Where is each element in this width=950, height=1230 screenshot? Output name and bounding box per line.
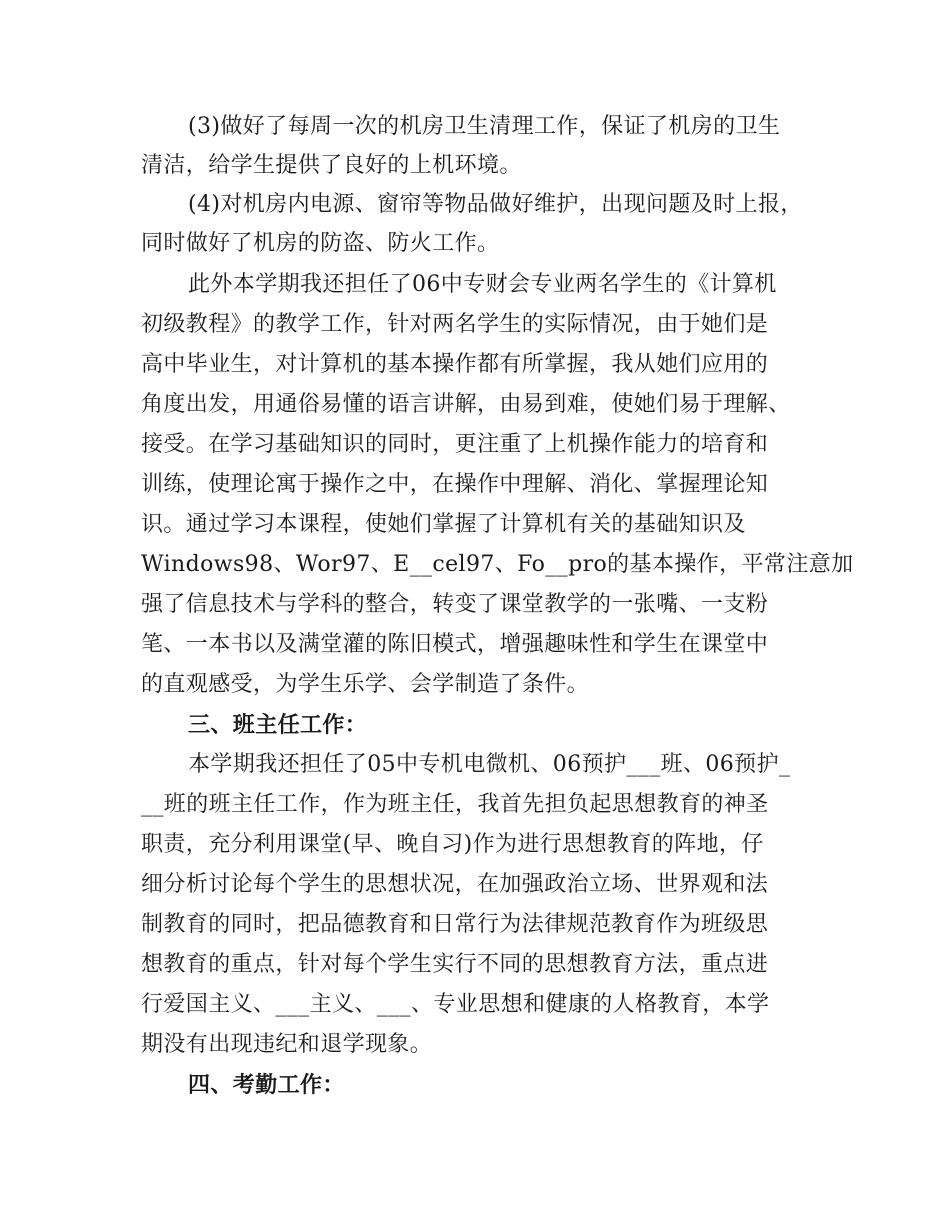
paragraph-line: 的直观感受，为学生乐学、会学制造了条件。 — [141, 672, 590, 697]
paragraph-line: (3)做好了每周一次的机房卫生清理工作，保证了机房的卫生 — [188, 114, 781, 139]
paragraph-line: 期没有出现违纪和退学现象。 — [141, 1032, 433, 1057]
paragraph-line: Windows98、Wor97、E__cel97、Fo__pro的基本操作，平常注意加 — [141, 552, 854, 577]
paragraph-line: 此外本学期我还担任了06中专财会专业两名学生的《计算机 — [188, 272, 777, 297]
paragraph-line: __班的班主任工作，作为班主任，我首先担负起思想教育的神圣 — [141, 792, 769, 817]
paragraph-line: 训练，使理论寓于操作之中，在操作中理解、消化、掌握理论知 — [141, 472, 769, 497]
paragraph-line: 识。通过学习本课程，使她们掌握了计算机有关的基础知识及 — [141, 512, 746, 537]
section-heading-head-teacher: 三、班主任工作： — [188, 712, 368, 738]
paragraph-line: (4)对机房内电源、窗帘等物品做好维护，出现问题及时上报， — [188, 192, 803, 217]
paragraph-line: 同时做好了机房的防盗、防火工作。 — [141, 231, 500, 256]
paragraph-line: 职责，充分利用课堂(早、晚自习)作为进行思想教育的阵地，仔 — [141, 832, 764, 857]
paragraph-line: 高中毕业生，对计算机的基本操作都有所掌握，我从她们应用的 — [141, 352, 769, 377]
paragraph-line: 笔、一本书以及满堂灌的陈旧模式，增强趣味性和学生在课堂中 — [141, 632, 769, 657]
paragraph-line: 想教育的重点，针对每个学生实行不同的思想教育方法，重点进 — [141, 952, 769, 977]
paragraph-line: 清洁，给学生提供了良好的上机环境。 — [141, 153, 522, 178]
paragraph-line: 制教育的同时，把品德教育和日常行为法律规范教育作为班级思 — [141, 912, 769, 937]
paragraph-line: 本学期我还担任了05中专机电微机、06预护___班、06预护_ — [188, 752, 791, 777]
paragraph-line: 强了信息技术与学科的整合，转变了课堂教学的一张嘴、一支粉 — [141, 592, 769, 617]
paragraph-line: 行爱国主义、___主义、___、专业思想和健康的人格教育，本学 — [141, 992, 770, 1017]
paragraph-line: 接受。在学习基础知识的同时，更注重了上机操作能力的培育和 — [141, 432, 769, 457]
section-heading-attendance: 四、考勤工作： — [188, 1072, 345, 1098]
paragraph-line: 细分析讨论每个学生的思想状况，在加强政治立场、世界观和法 — [141, 872, 769, 897]
paragraph-line: 角度出发，用通俗易懂的语言讲解，由易到难，使她们易于理解、 — [141, 392, 791, 417]
paragraph-line: 初级教程》的教学工作，针对两名学生的实际情况，由于她们是 — [141, 312, 769, 337]
